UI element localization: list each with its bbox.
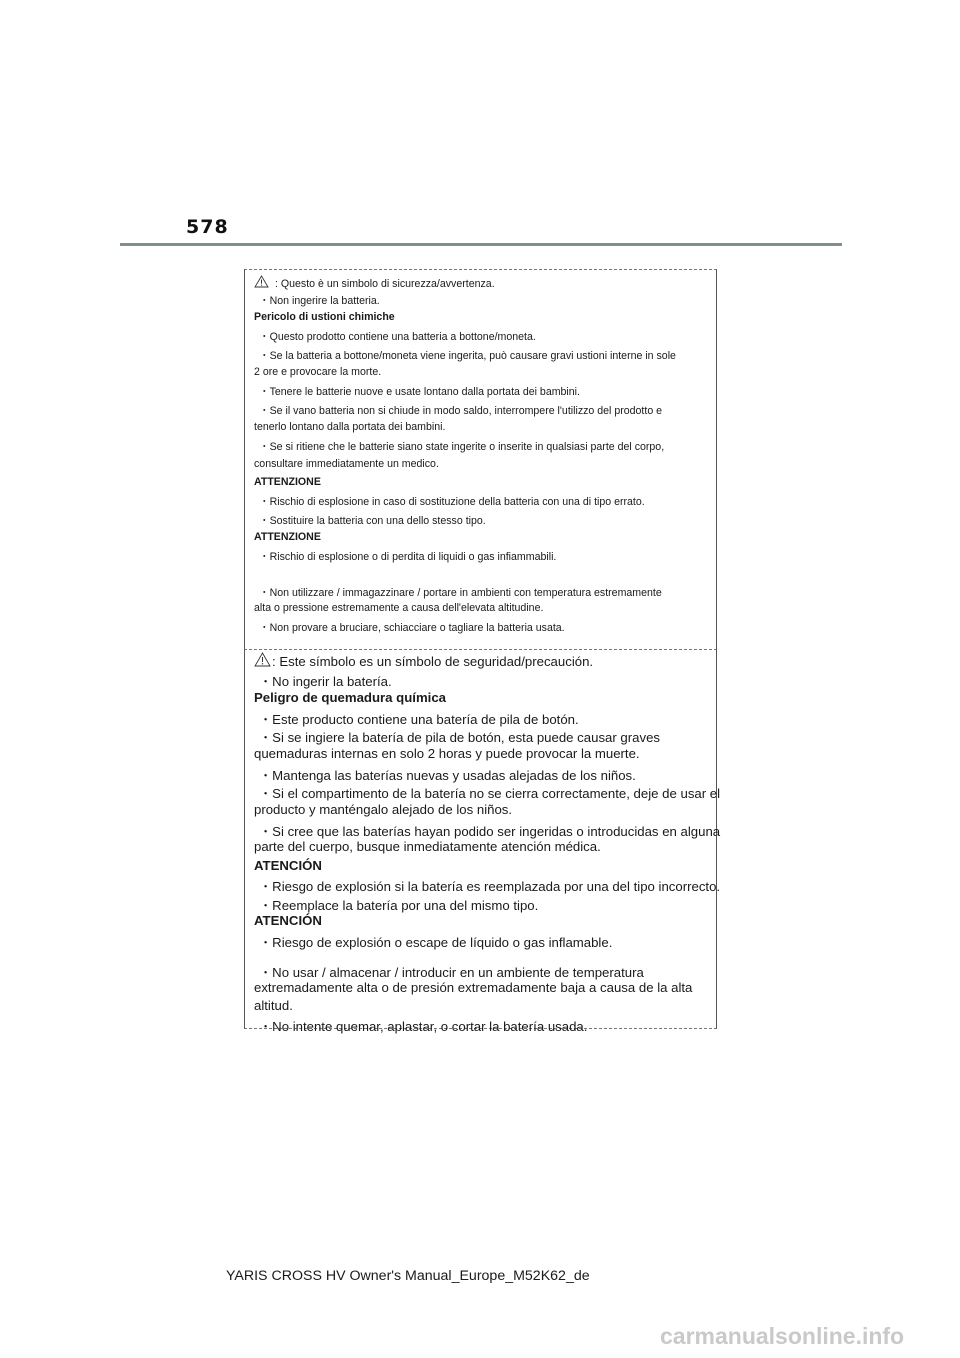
spanish-line: altitud. <box>254 998 293 1013</box>
italian-line: Pericolo di ustioni chimiche <box>254 311 395 323</box>
spanish-line: ・Riesgo de explosión o escape de líquido o gas inflamable. <box>259 935 613 950</box>
spanish-title-line <box>254 652 593 669</box>
italian-title: : Questo è un simbolo di sicurezza/avvertenza. <box>275 278 495 290</box>
italian-line: tenerlo lontano dalla portata dei bambini. <box>254 421 446 433</box>
italian-line: ・Se la batteria a bottone/moneta viene ingerita, può causare gravi ustioni interne in sole <box>259 350 676 362</box>
spanish-title: : Este símbolo es un símbolo de seguridad/precaución. <box>272 654 594 669</box>
italian-warning-box <box>244 269 717 650</box>
italian-line: consultare immediatamente un medico. <box>254 458 439 470</box>
italian-line: ・Rischio di esplosione in caso di sostituzione della batteria con una di tipo errato. <box>259 496 645 508</box>
italian-line: ・Se si ritiene che le batterie siano state ingerite o inserite in qualsiasi parte del corpo, <box>259 441 665 453</box>
italian-line: ・Tenere le batterie nuove e usate lontano dalla portata dei bambini. <box>259 386 580 398</box>
italian-line: ATTENZIONE <box>254 476 321 488</box>
spanish-line: ・Reemplace la batería por una del mismo tipo. <box>259 898 539 913</box>
spanish-line: producto y manténgalo alejado de los niños. <box>254 802 513 817</box>
italian-title-line <box>254 275 495 290</box>
italian-line: ・Se il vano batteria non si chiude in modo saldo, interrompere l'utilizzo del prodotto e <box>259 405 663 417</box>
warning-triangle-icon <box>254 652 271 667</box>
italian-line: ・Non provare a bruciare, schiacciare o tagliare la batteria usata. <box>259 622 565 634</box>
spanish-line: Peligro de quemadura química <box>254 690 446 705</box>
italian-line: ・Sostituire la batteria con una dello stesso tipo. <box>259 515 486 527</box>
italian-line: 2 ore e provocare la morte. <box>254 366 382 378</box>
spanish-line: quemaduras internas en solo 2 horas y puede provocar la muerte. <box>254 746 640 761</box>
italian-line: ATTENZIONE <box>254 531 321 543</box>
spanish-line: ・Si se ingiere la batería de pila de botón, esta puede causar graves <box>259 730 661 745</box>
footer-manual-title: YARIS CROSS HV Owner's Manual_Europe_M52K62_de <box>226 1268 590 1284</box>
header-rule <box>120 243 842 246</box>
spanish-line: parte del cuerpo, busque inmediatamente atención médica. <box>254 839 601 854</box>
spanish-line: ・No usar / almacenar / introducir en un ambiente de temperatura <box>259 965 644 980</box>
spanish-line: ATENCIÓN <box>254 913 322 928</box>
spanish-line: ・No intente quemar, aplastar, o cortar la batería usada. <box>259 1019 588 1034</box>
page-number: 578 <box>186 216 229 238</box>
spanish-line: ATENCIÓN <box>254 858 322 873</box>
italian-line: ・Questo prodotto contiene una batteria a bottone/moneta. <box>259 331 536 343</box>
spanish-line: ・No ingerir la batería. <box>259 674 392 689</box>
italian-line: ・Non utilizzare / immagazzinare / portare in ambienti con temperatura estremamente <box>259 587 662 599</box>
italian-line: ・Non ingerire la batteria. <box>259 295 380 307</box>
italian-line: alta o pressione estremamente a causa dell'elevata altitudine. <box>254 602 544 614</box>
spanish-line: ・Este producto contiene una batería de pila de botón. <box>259 712 579 727</box>
spanish-line: extremadamente alta o de presión extremadamente baja a causa de la alta <box>254 980 693 995</box>
spanish-line: ・Mantenga las baterías nuevas y usadas alejadas de los niños. <box>259 768 636 783</box>
italian-line: ・Rischio di esplosione o di perdita di liquidi o gas infiammabili. <box>259 551 557 563</box>
watermark: carmanualsonline.info <box>660 1323 905 1349</box>
spanish-warning-box <box>244 649 721 1034</box>
spanish-line: ・Riesgo de explosión si la batería es reemplazada por una del tipo incorrecto. <box>259 879 721 894</box>
spanish-line: ・Si cree que las baterías hayan podido ser ingeridas o introducidas en alguna <box>259 824 721 839</box>
warning-triangle-icon <box>254 275 269 288</box>
spanish-line: ・Si el compartimento de la batería no se cierra correctamente, deje de usar el <box>259 786 721 801</box>
